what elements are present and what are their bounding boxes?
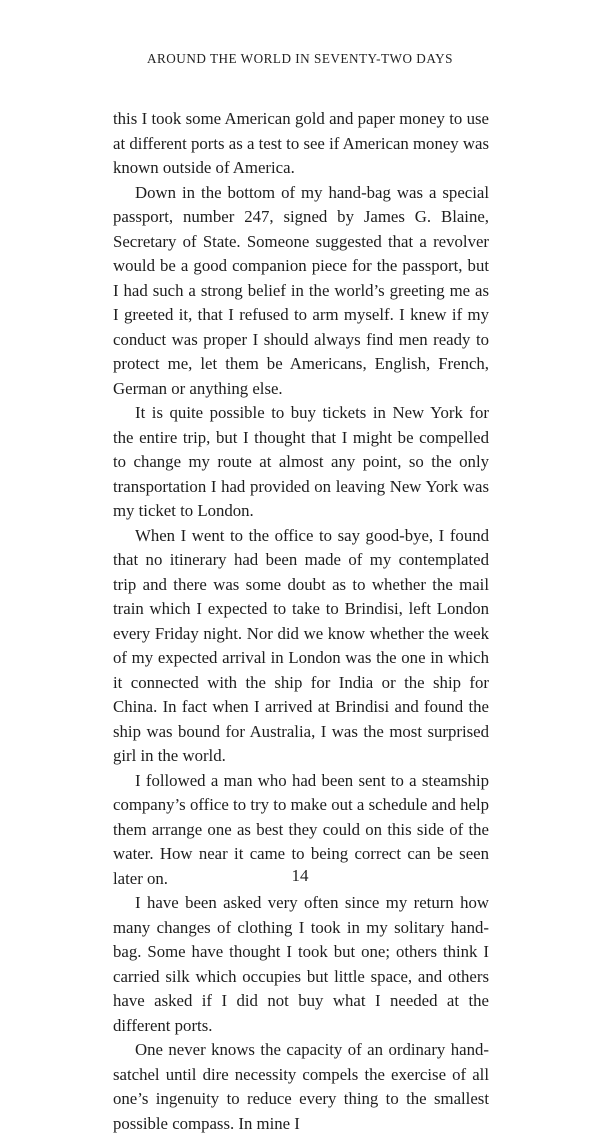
paragraph-schedule: I followed a man who had been sent to a steamship company’s office to try to make out a schedule and help them arrange one as best they could on this side of the water. How near it came to being correct can be seen later on.: [113, 770, 489, 888]
paragraph-satchel: One never knows the capacity of an ordinary hand-satchel until dire necessity compels the exercise of all one’s ingenuity to reduce every thing to the smallest possible compass. In mine I: [113, 1040, 489, 1133]
page-number: 14: [291, 866, 309, 885]
paragraph-clothing: I have been asked very often since my return how many changes of clothing I took in my solitary hand-bag. Some have thought I took but one; others think I carried silk which occupies but little space, and others have asked if I did not buy what I needed at the different ports.: [113, 893, 489, 1035]
paragraph-tickets: It is quite possible to buy tickets in New York for the entire trip, but I thought that I might be compelled to change my route at almost any point, so the only transportation I had provided on leaving New York was my ticket to London.: [113, 403, 489, 520]
running-head: AROUND THE WORLD IN SEVENTY-TWO DAYS: [146, 51, 454, 66]
paragraph-continued: this I took some American gold and paper money to use at different ports as a test to see if American money was known outside of America.: [113, 109, 489, 177]
body-text: [113, 107, 489, 1136]
paragraph-office: When I went to the office to say good-bye, I found that no itinerary had been made of my contemplated trip and there was some doubt as to whether the mail train which I expected to take to Brindisi, left London every Friday night. Nor did we know whether the week of my expected arrival in London was the one in which it connected with the ship for India or the ship for China. In fact when I arrived at Brindisi and found the ship was bound for Australia, I was the most surprised girl in the world.: [113, 525, 489, 765]
paragraph-passport: Down in the bottom of my hand-bag was a special passport, number 247, signed by James G. Blaine, Secretary of State. Someone suggested that a revolver would be a good companion piece for the passport, but I had such a strong belief in the world’s greeting me as I greeted it, that I refused to arm myself. I knew if my conduct was proper I should always find men ready to protect me, let them be Americans, English, French, German or anything else.: [113, 182, 489, 398]
